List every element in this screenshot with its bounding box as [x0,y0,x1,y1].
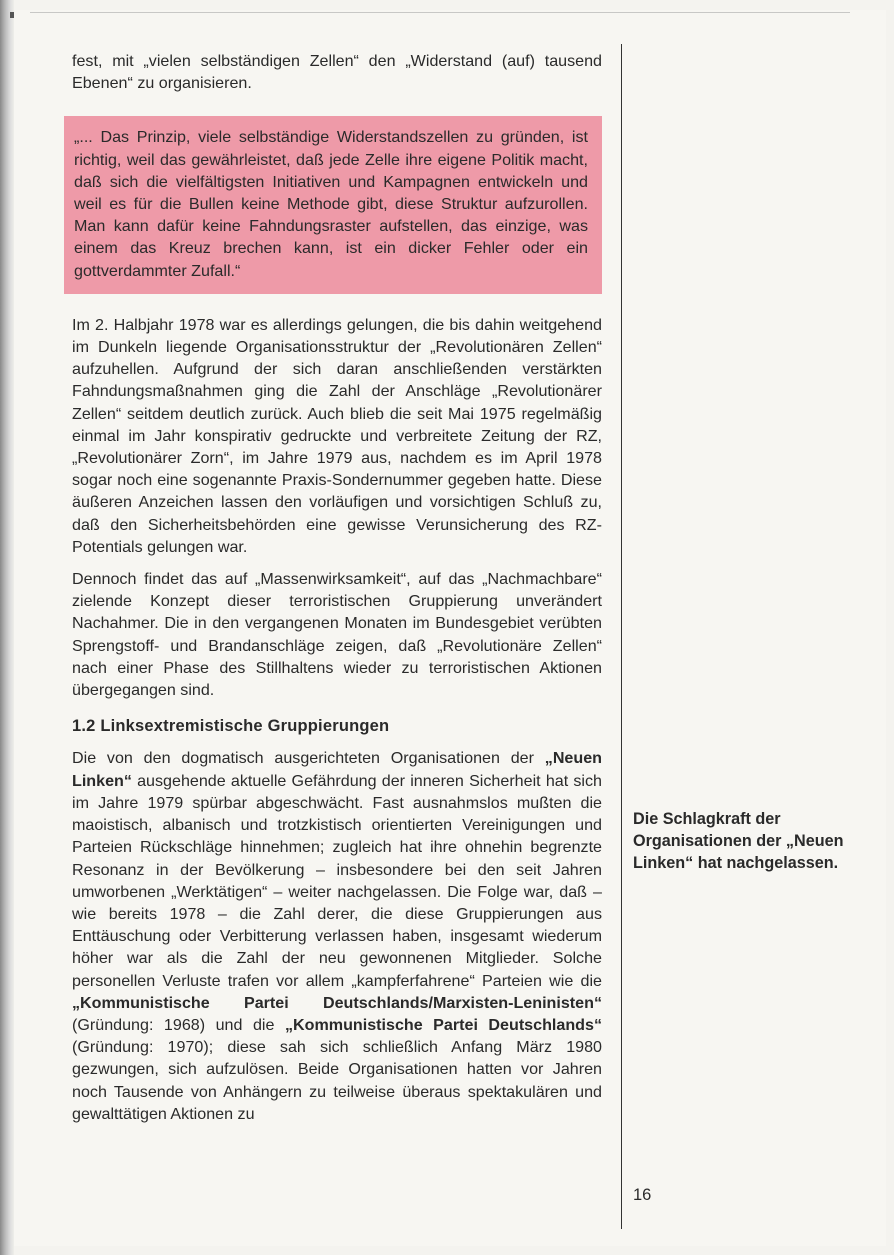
page-number: 16 [633,1186,652,1204]
bold-neue-linken: „Neuen Linken“ [72,749,602,790]
quote-text: „... Das Prinzip, viele selbständige Widerstandszellen zu gründen, ist richtig, weil das gewährleistet, daß jede Zelle ihre eigene Politik macht, daß sich die vielfältigsten Initiativen und Kampagnen entwickeln und weil es für die Bullen keine Methode gibt, diese Struktur aufzurollen. Man kann dafür keine Fahndungsraster aufstellen, das einzige, was einem das Kreuz brechen kann, ist ein dicker Fehler oder ein gottverdammter Zufall.“ [74,128,588,280]
section-text-b: ausgehende aktuelle Gefährdung der inneren Sicherheit hat sich im Jahre 1979 spürbar abgeschwächt. Fast ausnahmslos mußten die maoistisch, albanisch und trotzkistisch orientierten Vereinigungen und Parteien Rückschläge hinnehmen; zugleich hat ihre ohnehin begrenzte Resonanz in der Bevölkerung – insbesondere bei den seit Jahren umworbenen „Werktätigen“ – weiter nachgelassen. Die Folge war, daß – wie bereits 1978 – die Zahl derer, die diese Gruppierungen aus Enttäuschung oder Verbitterung verlassen haben, insgesamt wiederum höher war als die Zahl der neu gewonnenen Mitglieder. Solche personellen Verluste trafen vor allem „kampferfahrene“ Parteien wie die [72,771,602,990]
paragraph-nachahmer: Dennoch findet das auf „Massenwirksamkeit“, auf das „Nachmachbare“ zielende Konzept dieser terroristischen Gruppierung unverändert Nachahmer. Die in den vergangenen Monaten im Bundesgebiet verübten Sprengstoff- und Brandanschläge zeigen, daß „Revolutionäre Zellen“ nach einer Phase des Stillhaltens wieder zu terroristischen Aktionen übergegangen sind. [72,570,602,700]
book-binding-edge [0,0,14,1255]
section-text-c: (Gründung: 1968) und die [72,1015,285,1034]
bold-kpd: „Kommunistische Partei Deutschlands“ [284,1015,602,1034]
paragraph-rz-structure: Im 2. Halbjahr 1978 war es allerdings gelungen, die bis dahin weitgehend im Dunkeln liegende Organisationsstruktur der „Revolutionären Zellen“ aufzuhellen. Aufgrund der sich daran anschließenden verstärkten Fahndungsmaßnahmen ging die Zahl der Anschläge „Revolutionärer Zellen“ seitdem deutlich zurück. Auch blieb die seit Mai 1975 regelmäßig einmal im Jahr konspirativ gedruckte und verbreitete Zeitung der RZ, „Revolutionärer Zorn“, im Jahre 1979 aus, nachdem es im April 1978 sogar noch eine sogenannte Praxis-Sondernummer gegeben hatte. Diese äußeren Anzeichen lassen den vorläufigen und vorsichtigen Schluß zu, daß den Sicherheitsbehörden eine gewisse Verunsicherung des RZ-Potentials gelungen war. [72,315,602,556]
main-text-column [72,50,602,1125]
section-heading: 1.2 Linksextremistische Gruppierungen [72,717,390,736]
margin-note: Die Schlagkraft der Organisationen der „Neuen Linken“ hat nachgelassen. [633,810,844,873]
top-rule [30,12,850,13]
bold-kpd-ml: „Kommunistische Partei Deutschlands/Marxisten-Leninisten“ [72,993,602,1012]
section-text-a: Die von den dogmatisch ausgerichteten Organisationen der [72,749,545,768]
section-paragraph [72,747,602,1124]
section-text-d: (Gründung: 1970); diese sah sich schließlich Anfang März 1980 gezwungen, sich aufzulösen. Beide Organisationen hatten vor Jahren noch Tausende von Anhängern zu teilweise überaus spektakulären und gewalttätigen Aktionen zu [72,1038,602,1123]
quote-box [64,116,602,293]
column-divider [621,44,622,1229]
intro-paragraph: fest, mit „vielen selbständigen Zellen“ den „Widerstand (auf) tausend Ebenen“ zu organisieren. [72,52,602,93]
